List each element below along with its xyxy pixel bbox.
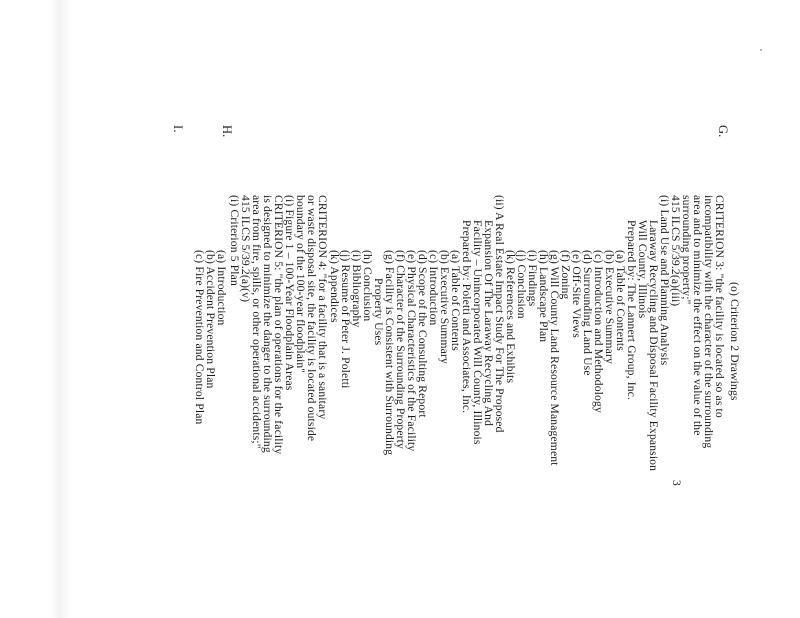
toc-line: (b) Executive Summary	[603, 250, 616, 364]
toc-line: (o) Criterion 2 Drawings	[728, 282, 741, 401]
toc-line: (i) Figure 1 – 100-Year Floodplain Areas	[283, 195, 296, 391]
criterion-5-heading: CRITERION 5: "the plan of operations for the facility	[272, 195, 285, 455]
toc-line: Facility – Unincorporated Will County, Illinois	[471, 220, 484, 445]
toc-line: (i) Findings	[526, 250, 539, 307]
scan-speck	[760, 49, 762, 51]
toc-line: (f) Character of the Surrounding Property	[394, 250, 407, 449]
toc-line: (k) Appendices	[328, 250, 341, 323]
toc-line: (e) Off-Site Views	[570, 250, 583, 338]
toc-line: (j) Resume of Peter J. Poletti	[339, 250, 352, 389]
criterion-3-heading: CRITERION 3: "the facility is located so as to	[713, 195, 726, 418]
toc-line: (c) Introduction	[427, 250, 440, 326]
toc-line: 415 ILCS 5/39.2(a)(iii)	[669, 195, 682, 307]
section-marker-h: H.	[220, 125, 234, 138]
toc-line: (b) Executive Summary	[438, 250, 451, 364]
toc-line: (i) Criterion 5 Plan	[228, 195, 241, 286]
toc-line: (a) Table of Contents	[449, 250, 462, 351]
toc-line: (h) Conclusion	[361, 250, 374, 322]
page-number: 3	[670, 480, 683, 486]
criterion-4-heading: CRITERION 4: "for a facility that is a sanitary	[316, 195, 329, 420]
toc-line: (g) Will County Land Resource Management	[548, 250, 561, 466]
toc-line: (j) Conclusion	[515, 250, 528, 319]
toc-line: is designed to minimize the danger to the surrounding	[261, 195, 274, 453]
toc-line: (i) Land Use and Planning Analysis	[658, 195, 671, 366]
toc-line: (k) References and Exhibits	[504, 250, 517, 384]
section-marker-i: I.	[171, 125, 185, 133]
toc-line: (c) Fire Prevention and Control Plan	[193, 250, 206, 425]
toc-line: (e) Physical Characteristics of the Facility	[405, 250, 418, 452]
toc-line: (d) Surrounding Land Use	[581, 250, 594, 376]
toc-line: Prepared by: The Lannert Group, Inc.	[625, 220, 638, 400]
toc-line: (b) Accident Prevention Plan	[204, 250, 217, 389]
toc-line: area and to minimize the effect on the value of the	[691, 195, 704, 436]
toc-line: incompatibility with the character of the surrounding	[702, 195, 715, 449]
toc-line: (d) Scope of the Consulting Report	[416, 250, 429, 418]
toc-line: Will County, Illinois	[636, 220, 649, 319]
toc-line: area from fire, spills, or other operational accidents;"	[250, 195, 263, 449]
toc-line: (ii) A Real Estate Impact Study For The Proposed	[493, 195, 506, 433]
toc-line: Prepared by: Poletti and Associates, Inc.	[460, 220, 473, 414]
toc-line: surrounding property;"	[680, 195, 693, 305]
toc-line: Laraway Recycling and Disposal Facility Expansion	[647, 220, 660, 472]
toc-line: (a) Introduction	[215, 250, 228, 326]
toc-line: (f) Zoning	[559, 250, 572, 300]
section-marker-g: G.	[716, 125, 730, 138]
toc-line: (h) Landscape Plan	[537, 250, 550, 343]
toc-line: Expansion Of The Laraway Recycling And	[482, 220, 495, 427]
toc-line: (g) Facility is Consistent with Surrounding	[383, 250, 396, 456]
toc-line: (i) Bibliography	[350, 250, 363, 328]
toc-line: Property Uses	[372, 278, 385, 346]
toc-line: (c) Introduction and Methodology	[592, 250, 605, 413]
toc-line: or waste disposal site, the facility is located outside	[305, 195, 318, 442]
rotated-content	[60, 0, 740, 490]
toc-line: boundary of the 100-year floodplain"	[294, 195, 307, 374]
toc-line: (a) Table of Contents	[614, 250, 627, 351]
toc-line: 415 ILCS 5/39.2(a)(v)	[239, 195, 252, 303]
